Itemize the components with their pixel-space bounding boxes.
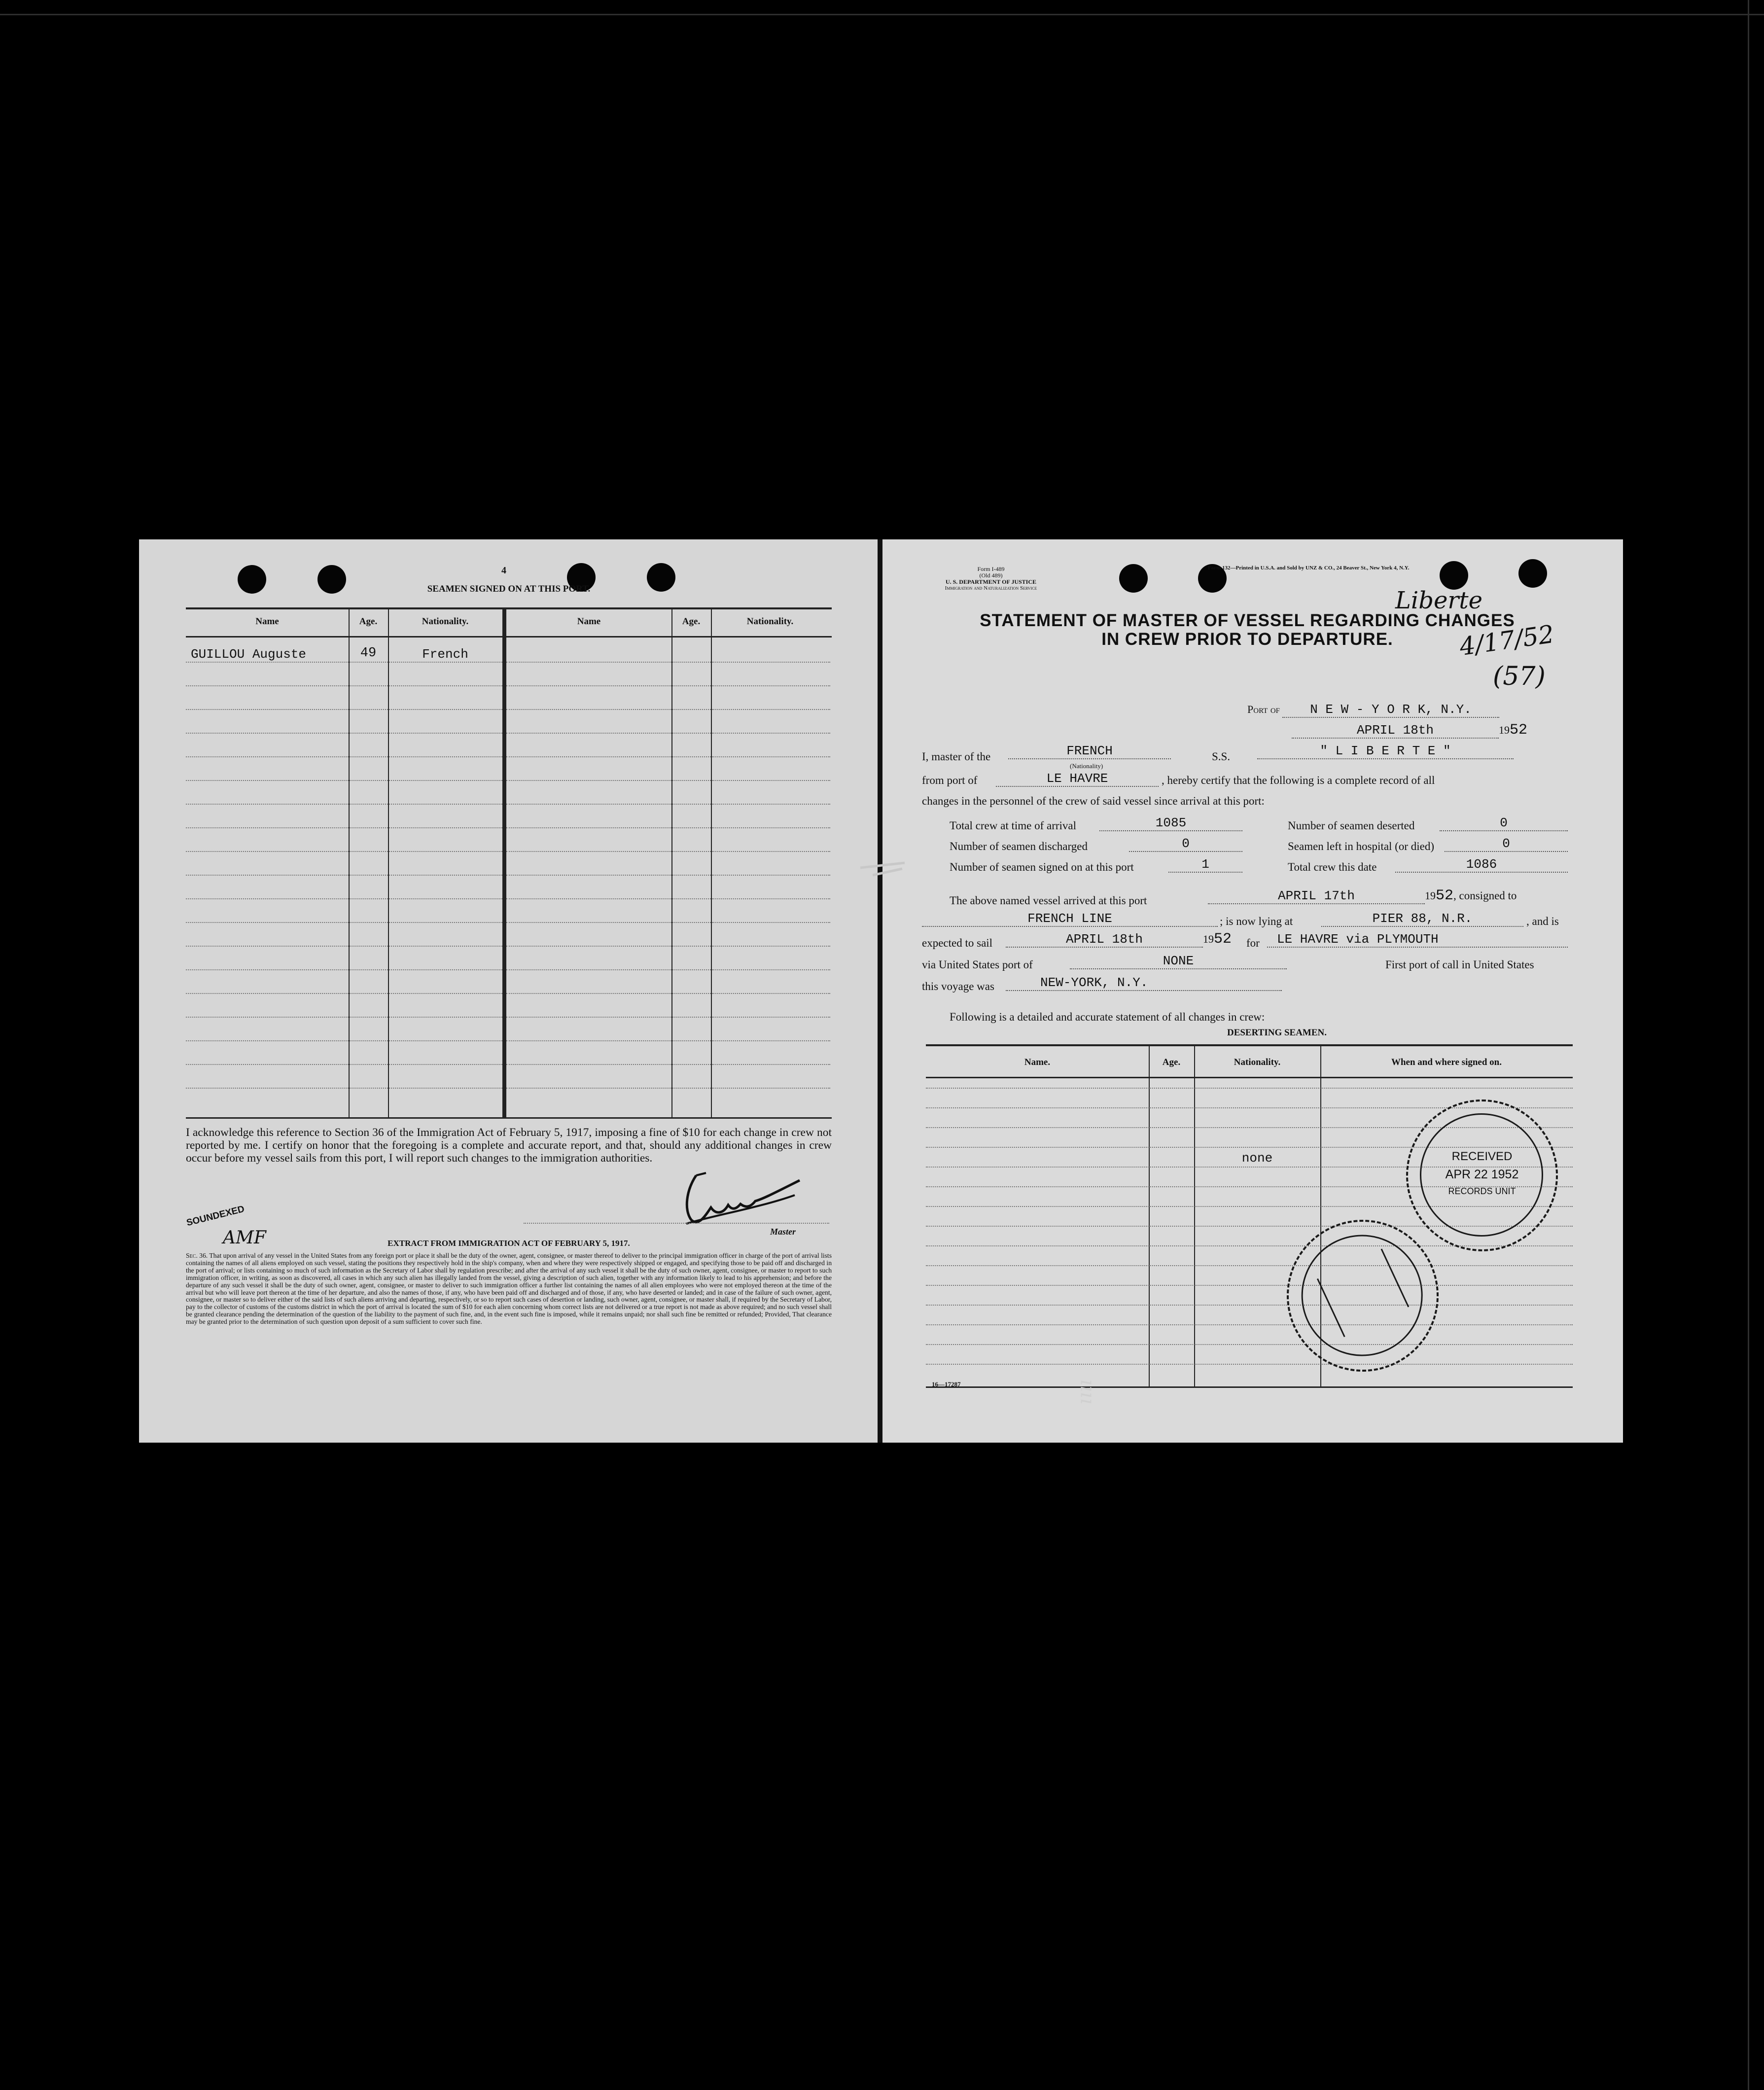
via-label: via United States port of bbox=[922, 958, 1033, 971]
ruled-line bbox=[672, 709, 711, 710]
hospital-label: Seamen left in hospital (or died) bbox=[1288, 840, 1435, 852]
total-crew-arrival-label: Total crew at time of arrival bbox=[950, 819, 1077, 832]
ruled-line bbox=[712, 709, 830, 710]
deserting-column-rule bbox=[1194, 1046, 1195, 1386]
ruled-line bbox=[186, 709, 349, 710]
ruled-line bbox=[506, 969, 671, 970]
ruled-line bbox=[350, 662, 388, 663]
ruled-line bbox=[506, 946, 671, 947]
table-top-rule bbox=[186, 607, 832, 609]
for-label: for bbox=[1246, 937, 1260, 949]
sail-row bbox=[1006, 931, 1232, 948]
ruled-line bbox=[712, 969, 830, 970]
handwritten-date: 4/17/52 bbox=[1457, 619, 1556, 662]
port-value: N E W - Y O R K, N.Y. bbox=[1282, 702, 1499, 718]
first-port-label: First port of call in United States bbox=[1385, 958, 1534, 971]
ruled-line bbox=[506, 1040, 671, 1041]
ruled-line bbox=[506, 851, 671, 852]
arrived-row bbox=[1208, 887, 1517, 904]
ruled-line bbox=[389, 827, 502, 828]
form-header bbox=[912, 566, 1070, 592]
ruled-line bbox=[389, 1017, 502, 1018]
handwritten-ship-name: Liberte bbox=[1395, 587, 1482, 614]
left-page bbox=[139, 539, 878, 1443]
ruled-line bbox=[712, 756, 830, 757]
ruled-line bbox=[186, 733, 349, 734]
sail-year: 52 bbox=[1214, 931, 1232, 948]
ruled-line bbox=[186, 827, 349, 828]
ruled-line bbox=[186, 780, 349, 781]
ruled-line bbox=[389, 733, 502, 734]
ruled-line bbox=[712, 898, 830, 899]
ruled-line bbox=[186, 804, 349, 805]
arrived-value: APRIL 17th bbox=[1208, 888, 1425, 904]
punch-hole bbox=[1440, 561, 1468, 590]
extract-lead: Sec. 36. bbox=[186, 1252, 208, 1259]
ruled-line bbox=[712, 1064, 830, 1065]
ruled-line bbox=[186, 969, 349, 970]
punch-hole bbox=[1518, 559, 1547, 588]
ruled-line bbox=[712, 875, 830, 876]
deserting-column-header: Name. bbox=[1024, 1057, 1051, 1067]
ruled-line bbox=[186, 685, 349, 686]
ruled-line bbox=[672, 922, 711, 923]
ruled-line bbox=[186, 922, 349, 923]
ruled-line bbox=[712, 780, 830, 781]
printer-line: Form 132—Printed in U.S.A. and Sold by UNZ & CO., 24 Beaver St., New York 4, N.Y. bbox=[1208, 565, 1410, 571]
ruled-line bbox=[350, 756, 388, 757]
total-crew-date-label: Total crew this date bbox=[1288, 861, 1377, 873]
punch-hole bbox=[318, 565, 346, 594]
stamp-received-label: RECEIVED bbox=[1451, 1150, 1513, 1163]
ruled-line bbox=[350, 685, 388, 686]
ruled-line bbox=[712, 1088, 830, 1089]
ruled-line bbox=[672, 898, 711, 899]
ruled-line bbox=[672, 875, 711, 876]
ruled-line bbox=[350, 851, 388, 852]
port-row bbox=[1247, 702, 1499, 718]
ruled-line bbox=[350, 733, 388, 734]
column-header: Name bbox=[255, 616, 279, 627]
ruled-line bbox=[350, 827, 388, 828]
soundexed-stamp: SOUNDEXED bbox=[185, 1204, 246, 1229]
ruled-line bbox=[186, 662, 349, 663]
ruled-line bbox=[350, 969, 388, 970]
ruled-line bbox=[186, 1088, 349, 1089]
ruled-line bbox=[186, 851, 349, 852]
ruled-line bbox=[350, 1017, 388, 1018]
signature-line bbox=[524, 1223, 829, 1224]
ruled-line bbox=[350, 898, 388, 899]
ruled-line bbox=[712, 851, 830, 852]
discharged-value: 0 bbox=[1129, 836, 1242, 852]
deserting-column-rule bbox=[1149, 1046, 1150, 1386]
form-title-line-2: IN CREW PRIOR TO DEPARTURE. bbox=[1101, 630, 1393, 649]
ruled-line bbox=[712, 733, 830, 734]
from-port-value: LE HAVRE bbox=[996, 771, 1159, 787]
ruled-line bbox=[712, 804, 830, 805]
ruled-line bbox=[712, 1017, 830, 1018]
form-number: Form I-489 bbox=[977, 566, 1005, 572]
form-title-line-1: STATEMENT OF MASTER OF VESSEL REGARDING CHANGES bbox=[980, 611, 1515, 630]
received-stamp bbox=[1406, 1099, 1558, 1251]
table-bottom-rule bbox=[186, 1117, 832, 1119]
acknowledgment-text: I acknowledge this reference to Section 36 of the Immigration Act of February 5, 1917, imposing a fine of $10 for each change in crew not reported by me. I certify on honor that the foregoing is a complete and accurate report, and that, should any additional changes in crew occur before my vessel sails from this port, I will report such changes to the immigration authorities. bbox=[186, 1126, 832, 1165]
ruled-line bbox=[506, 685, 671, 686]
ruled-line bbox=[672, 827, 711, 828]
total-crew-date-value: 1086 bbox=[1395, 857, 1568, 873]
ruled-line bbox=[186, 875, 349, 876]
punch-hole bbox=[1119, 564, 1148, 593]
ruled-line bbox=[389, 875, 502, 876]
ruled-line bbox=[506, 1088, 671, 1089]
ruled-line bbox=[389, 993, 502, 994]
ruled-line bbox=[506, 827, 671, 828]
ruled-line bbox=[506, 804, 671, 805]
ruled-line bbox=[389, 804, 502, 805]
ruled-line bbox=[712, 993, 830, 994]
ruled-line bbox=[926, 1265, 1573, 1266]
ruled-line bbox=[926, 1324, 1573, 1325]
extract-body: That upon arrival of any vessel in the United States from any foreign port or place it shall be the duty of the owner, agent, consignee, or master thereof to deliver to the principal immigration officer in charge of the port of arrival lists containing the names of all aliens employed on such vessel, stating the positions they respectively hold in the ship's company, when and where they were respectively shipped or engaged, and specifying those to be paid off and discharged in the port of arrival; or lists containing so much of such information as the Secretary of Labor shall by regulation prescribe; and after the arrival of any such vessel it shall be the duty of such owner, agent, consignee, or master to report to such immigration officer, in writing, as soon as discovered, all cases in which any such alien has illegally landed from the vessel, giving a description of such alien, together with any information likely to lead to his apprehension; and before the departure of any such vessel it shall be the duty of such owner, agent, consignee, or master to deliver to such immigration officer a further list containing the names of all alien employees who were not employed thereon at the time of the arrival but who will leave port thereon at the time of her departure, and also the names of those, if any, who have been paid off and discharged and of those, if any, who have deserted or landed; and in case of the failure of such owner, agent, consignee, or master so to deliver either of the said lists of such aliens arriving and departing, respectively, or so to report such cases of desertion or landing, such owner, agent, consignee, or master shall, if required by the Secretary of Labor, pay to the collector of customs of the customs district in which the port of arrival is located the sum of $10 for each alien concerning whom correct lists are not delivered or a true report is not made as above required; and no such vessel shall be granted clearance pending the determination of the question of the liability to the payment of such fine, and, in the event such fine is imposed, while it remains unpaid; nor shall such fine be remitted or refunded; Provided, That clearance may be granted prior to the determination of such question upon deposit of a sum sufficient to cover such fine. bbox=[186, 1252, 832, 1326]
column-header: Age. bbox=[682, 616, 701, 627]
consigned-label: , consigned to bbox=[1453, 889, 1517, 902]
ruled-line bbox=[506, 898, 671, 899]
margin-arrow-mark bbox=[858, 858, 907, 878]
ruled-line bbox=[672, 685, 711, 686]
ruled-line bbox=[506, 756, 671, 757]
deserting-entry: none bbox=[1241, 1151, 1273, 1166]
ruled-line bbox=[506, 993, 671, 994]
ruled-line bbox=[506, 875, 671, 876]
signed-on-value: 1 bbox=[1168, 857, 1242, 873]
ruled-line bbox=[926, 1344, 1573, 1345]
ruled-line bbox=[672, 1064, 711, 1065]
table-cell-age: 49 bbox=[360, 646, 377, 661]
voyage-label: this voyage was bbox=[922, 980, 994, 992]
ruled-line bbox=[186, 993, 349, 994]
ruled-line bbox=[389, 685, 502, 686]
ruled-line bbox=[350, 946, 388, 947]
ruled-line bbox=[389, 709, 502, 710]
destination-value: LE HAVRE via PLYMOUTH bbox=[1267, 932, 1568, 948]
year-prefix: 19 bbox=[1499, 724, 1510, 736]
arrived-label: The above named vessel arrived at this port bbox=[950, 894, 1147, 907]
margin-mark: ıııı bbox=[1076, 1379, 1099, 1405]
ruled-line bbox=[186, 898, 349, 899]
stamp-date: APR 22 1952 bbox=[1445, 1168, 1519, 1181]
table-cell-nationality: French bbox=[422, 647, 468, 662]
ruled-line bbox=[712, 946, 830, 947]
ruled-line bbox=[506, 1064, 671, 1065]
ruled-line bbox=[186, 1064, 349, 1065]
ruled-line bbox=[926, 1305, 1573, 1306]
discharged-label: Number of seamen discharged bbox=[950, 840, 1088, 852]
deserting-table-top-rule bbox=[926, 1044, 1573, 1046]
ruled-line bbox=[506, 922, 671, 923]
ruled-line bbox=[712, 685, 830, 686]
section-heading: SEAMEN SIGNED ON AT THIS PORT. bbox=[427, 584, 591, 594]
ruled-line bbox=[389, 1088, 502, 1089]
ruled-line bbox=[350, 1088, 388, 1089]
ruled-line bbox=[506, 709, 671, 710]
ruled-line bbox=[389, 922, 502, 923]
ruled-line bbox=[389, 969, 502, 970]
column-header: Age. bbox=[359, 616, 378, 627]
ruled-line bbox=[186, 756, 349, 757]
ruled-line bbox=[712, 662, 830, 663]
ruled-line bbox=[506, 733, 671, 734]
table-cell-name: GUILLOU Auguste bbox=[191, 647, 307, 662]
ruled-line bbox=[672, 946, 711, 947]
ruled-line bbox=[672, 993, 711, 994]
ruled-line bbox=[672, 1088, 711, 1089]
ruled-line bbox=[389, 780, 502, 781]
deserting-table-bottom-rule bbox=[926, 1386, 1573, 1388]
ruled-line bbox=[389, 1064, 502, 1065]
certify-text: , hereby certify that the following is a complete record of all bbox=[1162, 774, 1435, 786]
deserting-table-header-rule bbox=[926, 1077, 1573, 1078]
via-value: NONE bbox=[1070, 954, 1287, 969]
punch-hole bbox=[238, 565, 266, 594]
deserted-value: 0 bbox=[1440, 815, 1568, 831]
ruled-line bbox=[389, 946, 502, 947]
ruled-line bbox=[712, 1040, 830, 1041]
nationality-value: FRENCH bbox=[1008, 744, 1171, 759]
ship-name-value: " L I B E R T E " bbox=[1257, 744, 1514, 759]
sail-value: APRIL 18th bbox=[1006, 932, 1203, 948]
port-label: Port of bbox=[1247, 703, 1280, 715]
ruled-line bbox=[389, 851, 502, 852]
page-gutter bbox=[878, 539, 882, 1443]
extract-text bbox=[186, 1252, 832, 1326]
ruled-line bbox=[712, 827, 830, 828]
ruled-line bbox=[672, 780, 711, 781]
hospital-value: 0 bbox=[1445, 836, 1568, 852]
signed-on-label: Number of seamen signed on at this port bbox=[950, 861, 1134, 873]
ruled-line bbox=[926, 1285, 1573, 1286]
page-number: 4 bbox=[501, 565, 506, 576]
ruled-line bbox=[389, 662, 502, 663]
deserting-column-header: When and where signed on. bbox=[1391, 1057, 1502, 1067]
sail-year-prefix: 19 bbox=[1203, 933, 1214, 945]
ruled-line bbox=[926, 1088, 1573, 1089]
ruled-line bbox=[672, 969, 711, 970]
ruled-line bbox=[672, 756, 711, 757]
ruled-line bbox=[672, 851, 711, 852]
deserting-column-header: Nationality. bbox=[1234, 1057, 1281, 1067]
deserting-heading: DESERTING SEAMEN. bbox=[1227, 1027, 1327, 1038]
ss-label: S.S. bbox=[1212, 750, 1231, 763]
department-name: U. S. DEPARTMENT OF JUSTICE bbox=[945, 578, 1037, 585]
column-header: Nationality. bbox=[746, 616, 794, 627]
ruled-line bbox=[926, 1364, 1573, 1365]
ruled-line bbox=[672, 1017, 711, 1018]
handwritten-number: (57) bbox=[1493, 662, 1546, 691]
ruled-line bbox=[350, 709, 388, 710]
and-is-label: , and is bbox=[1526, 915, 1559, 927]
consignee-value: FRENCH LINE bbox=[922, 911, 1218, 927]
ruled-line bbox=[350, 804, 388, 805]
ruled-line bbox=[389, 898, 502, 899]
ruled-line bbox=[506, 1017, 671, 1018]
ruled-line bbox=[389, 756, 502, 757]
ruled-line bbox=[672, 662, 711, 663]
lying-value: PIER 88, N.R. bbox=[1321, 911, 1523, 927]
ruled-line bbox=[350, 875, 388, 876]
master-of-label: I, master of the bbox=[922, 750, 991, 763]
ruled-line bbox=[186, 1040, 349, 1041]
footer-code: 16—17287 bbox=[932, 1381, 961, 1388]
nationality-caption: (Nationality) bbox=[1070, 762, 1103, 770]
ruled-line bbox=[506, 780, 671, 781]
ruled-line bbox=[389, 1040, 502, 1041]
ruled-line bbox=[350, 1040, 388, 1041]
frame-line-top bbox=[0, 14, 1764, 15]
extract-title: EXTRACT FROM IMMIGRATION ACT OF FEBRUARY 5, 1917. bbox=[388, 1239, 630, 1248]
ruled-line bbox=[350, 993, 388, 994]
ruled-line bbox=[672, 733, 711, 734]
table-header-rule bbox=[186, 636, 832, 638]
handwritten-initials: AMF bbox=[223, 1228, 266, 1248]
right-page bbox=[882, 539, 1623, 1443]
master-label: Master bbox=[770, 1227, 796, 1237]
ruled-line bbox=[186, 946, 349, 947]
arrived-year-prefix: 19 bbox=[1425, 889, 1436, 902]
column-header: Nationality. bbox=[422, 616, 469, 627]
total-crew-arrival-value: 1085 bbox=[1099, 815, 1242, 831]
voyage-value: NEW-YORK, N.Y. bbox=[1006, 975, 1282, 991]
date-row bbox=[1292, 722, 1527, 739]
ruled-line bbox=[186, 1017, 349, 1018]
form-old-number: (Old 489) bbox=[979, 572, 1003, 579]
from-port-label: from port of bbox=[922, 774, 978, 786]
date-value: APRIL 18th bbox=[1292, 723, 1499, 739]
arrived-year: 52 bbox=[1436, 887, 1454, 904]
ruled-line bbox=[350, 780, 388, 781]
stamp-unit: RECORDS UNIT bbox=[1448, 1186, 1516, 1196]
changes-text: changes in the personnel of the crew of said vessel since arrival at this port: bbox=[922, 795, 1265, 807]
ruled-line bbox=[350, 922, 388, 923]
ruled-line bbox=[712, 922, 830, 923]
ruled-line bbox=[672, 1040, 711, 1041]
service-name: Immigration and Naturalization Service bbox=[945, 585, 1037, 591]
expected-label: expected to sail bbox=[922, 937, 993, 949]
ruled-line bbox=[350, 1064, 388, 1065]
following-text: Following is a detailed and accurate statement of all changes in crew: bbox=[950, 1011, 1265, 1023]
column-divider bbox=[502, 609, 506, 1117]
year-value: 52 bbox=[1510, 722, 1528, 739]
ruled-line bbox=[672, 804, 711, 805]
deserting-column-header: Age. bbox=[1162, 1057, 1181, 1067]
frame-line-right bbox=[1748, 0, 1749, 2090]
deserted-label: Number of seamen deserted bbox=[1288, 819, 1415, 832]
lying-label: ; is now lying at bbox=[1220, 915, 1293, 927]
ruled-line bbox=[506, 662, 671, 663]
column-header: Name bbox=[577, 616, 601, 627]
